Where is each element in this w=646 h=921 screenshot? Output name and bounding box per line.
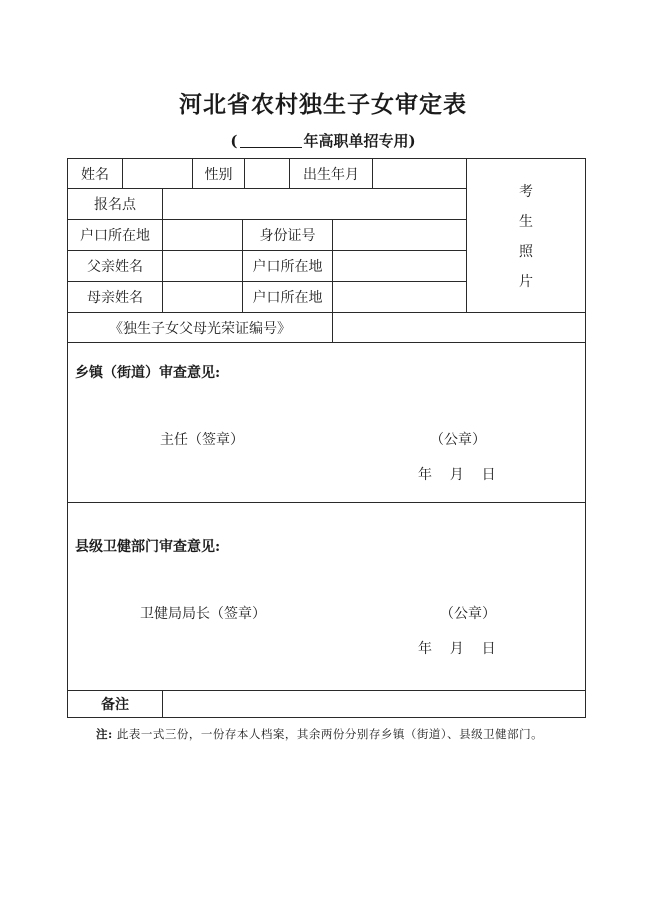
- photo-char: 片: [519, 274, 533, 290]
- county-heading: 县级卫健部门审查意见:: [75, 539, 221, 555]
- certificate-label: 《独生子女父母光荣证编号》: [109, 320, 291, 337]
- remarks-input[interactable]: [163, 691, 585, 717]
- birth-input[interactable]: [373, 159, 466, 188]
- father-hukou-input[interactable]: [333, 251, 466, 281]
- certificate-input[interactable]: [333, 313, 585, 342]
- township-seal: （公章）: [430, 432, 486, 448]
- county-date: 年 月 日: [418, 641, 496, 657]
- page-title: 河北省农村独生子女审定表: [179, 91, 467, 118]
- gender-input[interactable]: [245, 159, 289, 188]
- hukou-input[interactable]: [163, 220, 242, 250]
- county-seal: （公章）: [440, 606, 496, 622]
- id-no-label: 身份证号: [259, 228, 316, 244]
- gender-label: 性别: [204, 166, 233, 183]
- photo-char: 生: [519, 214, 533, 230]
- section-divider: [67, 502, 586, 503]
- birth-label: 出生年月: [303, 166, 359, 183]
- mother-hukou-input[interactable]: [333, 282, 466, 312]
- remarks-label: 备注: [101, 697, 129, 713]
- exam-site-input[interactable]: [163, 189, 466, 219]
- table-border-bottom: [67, 717, 586, 718]
- subtitle-text: 年高职单招专用): [303, 132, 416, 150]
- township-signer: 主任（签章）: [160, 432, 244, 448]
- row-divider: [67, 342, 586, 343]
- mother-hukou-label: 户口所在地: [252, 290, 323, 306]
- footnote: [96, 722, 566, 747]
- exam-site-label: 报名点: [94, 197, 136, 213]
- father-hukou-label: 户口所在地: [252, 259, 323, 275]
- father-name-input[interactable]: [163, 251, 242, 281]
- county-signer: 卫健局局长（签章）: [140, 606, 266, 622]
- table-border-right: [585, 158, 586, 718]
- footnote-label: 注:: [96, 727, 113, 741]
- id-no-input[interactable]: [333, 220, 466, 250]
- photo-char: 考: [519, 184, 533, 200]
- township-heading: 乡镇（街道）审查意见:: [75, 365, 221, 381]
- hukou-label: 户口所在地: [80, 228, 150, 244]
- father-name-label: 父亲姓名: [87, 259, 143, 275]
- name-input[interactable]: [123, 159, 192, 188]
- subtitle-open: (: [230, 132, 238, 150]
- photo-area[interactable]: [467, 177, 585, 297]
- mother-name-input[interactable]: [163, 282, 242, 312]
- footnote-text: 此表一式三份，一份存本人档案，其余两份分别存乡镇（街道）、县级卫健部门。: [116, 727, 544, 741]
- name-label: 姓名: [81, 166, 109, 183]
- photo-char: 照: [519, 244, 533, 260]
- township-date: 年 月 日: [418, 467, 496, 483]
- mother-name-label: 母亲姓名: [87, 290, 143, 306]
